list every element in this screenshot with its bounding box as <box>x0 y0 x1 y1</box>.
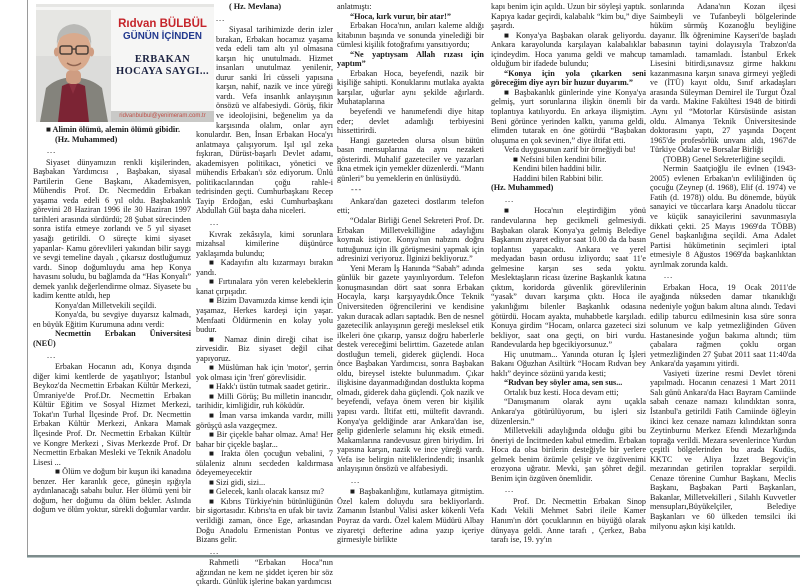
quote-paragraph: “Hoca, kırk vurur, bir atar!” <box>350 11 451 21</box>
epigraph-quote: ■ Alimin ölümü, alemin ölümü gibidir. <box>46 125 181 134</box>
body-paragraph: Milletvekili adaylığında olduğu gibi bu öneriyi de İncitmeden kabul etmedim. Erbakan Hoca da olsa birilerin desteğiyle bir yerlere gelmek benim özümle çelişir ve özgüvenimi erozyona uğratır. Mevki, şan şöhret değil. Benim için özgüven önemlidir. <box>491 426 646 483</box>
separator: ... <box>351 475 361 485</box>
subhead-university: Necmettin Erbakan Üniversitesi (NEÜ) <box>33 329 191 349</box>
body-paragraph: Ortalık buz kesti. Hoca devam etti; <box>504 387 619 397</box>
body-paragraph: Siyasal tarihimizde derin izler bırakan, Erbakan hocamız yaşama veda edeli tam altı yıl olmasına karşın hiç unutulmadı. Hizmet insanları unutulmaz yenilenir, durur sanki İri cüsseli yapısına karşın, nahif, nazik ve ince yüreği vardı. Vefa insanlık anlayışının önsözü ve alfabesiydi. Görüş, fikir ve ideolojisini, beğenelim ya da karşısında olalım, onlar ayrı konulardır. Ben, İnsan Erbakan Hoca'yı anlatmaya çalışıyorum. Işıl ışıl zeka fışkıran, Dürüst-başarlı Devlet adamı, akademisyen politikacı, yönetici ve mühendis Erbakan'ı söz ediyorum. Ünlü politikacılarından çoğu rahle-i tedrisinden geçti. Cumhurbaşkanı Recep Tayip Erdoğan, eski Cumhurbaşkanı Abdullah Gül başta daha niceleri. <box>196 25 333 216</box>
quote-paragraph: ■ Ölüm ve doğum bir kuşun iki kanadına benzer. Her karanlık gece, güneşin ışığıyla aydınlanacağı sabahı bulur. Her ölümü yeni bir doğum, her doğumu da ölüm bekler. Aslında doğum ve ölüm yoktur, sürekli doğumlar vardır. <box>33 467 191 515</box>
separator: ... <box>210 546 220 556</box>
separator: ... <box>216 13 226 23</box>
text-column-1 <box>33 2 191 562</box>
body-paragraph: Erbakan Hoca'nın, anıları kaleme aldığı kitabının başında ve sonunda yinelediği bir cümlesi kişilik fotoğrafımı yansıtıyordu; <box>337 21 484 50</box>
body-paragraph: beyefendi ve hanımefendi diye hitap eder; devlet adamlığı terbiyesini hissettirirdi. <box>337 107 484 136</box>
saying-item: ■ Bizim Davamızda kimse kendi için yaşamaz, Herkes kardeşi için yaşar. Menfaati Öldürmenin en kolay yolu budur. <box>196 296 333 335</box>
body-paragraph: Konya'dan Milletvekili seçildi. <box>55 300 157 310</box>
separator: ... <box>505 485 515 495</box>
text-column-5 <box>650 2 796 562</box>
body-paragraph: Kıvrak zekâsıyla, kimi sorunlara mizahsal kimilerine düşünürce yaklaşımda bulundu; <box>196 229 333 258</box>
separator: ... <box>47 146 57 156</box>
quote-paragraph: “Odalar Birliği Genel Sekreteri Prof. Dr. Erbakan Milletvekilliğine adaylığını koymak istiyor. Konya'nın nabzını doğru tuttuğunuz için ilk görüşmesini yapmak için adresinizi veriyoruz. İlginizi bekliyoruz.” <box>337 216 484 264</box>
author-email: ridvanbulbul@yenimeram.com.tr <box>111 111 214 122</box>
epigraph-attribution: (Hz. Muhammed) <box>491 183 554 193</box>
body-paragraph: ■ Başbakanlığını, kutlamaya gitmiştim. Özel kalem doluydu sıra bekliyorlardı. Zamanın İstanbul Valisi asker kökenli Vefa Poyraz da vardı. Özel kalem Müdürü Albay ziyaretçi defterine adına yazıp içeriye girmesiyle birlikte <box>337 487 484 545</box>
saying-item: ■ Irakta ölen çocuğun vebalini, 7 sülaleniz alnını secdeden kaldırmasa ödeyemeyecektir <box>196 449 333 478</box>
body-paragraph: Konya'da, bu sevgiye duyarsız kalmadı, en büyük Eğitim Kurumuna adını verdi: <box>33 310 191 329</box>
masthead-wrap-spacer <box>196 2 216 129</box>
saying-item: ■ Bir çiçekle bahar olmaz. Ama! Her bahar bir çiçekle başlar... <box>196 430 333 449</box>
body-paragraph: Vasiyeti üzerine resmi Devlet töreni yapılmadı. Hocanın cenazesi 1 Mart 2011 Salı günü Ankara'da Hacı Bayram Camiinde sabah cenaze namazı kılındıktan sonra, İstanbul'a getirildi Fatih Camiinde öğleyin ikinci kez cenaze namazı kılındıktan sonra Zeytinburnu Merkez Efendi Mezarlığında toprağa verildi. Mezara sevenlerince Yurdun çeşitli bölgelerinden bu arada Kudüs, KKTC ve Aliya İzzet Begoviç'in mezarından getirilen topraklar serpildi. Cenaze törenine Cumhur Başkanı, Meclis Başkanı, Başbakan Parti Başkanları, Bakanlar, Milletvekilleri , Silahlı Kuvvetler mensupları,Büyükelçiler, Belediye Başkanları ve 60 ülkeden temsilci iki milyonu aşkın kişi katıldı. <box>650 368 796 531</box>
quote-paragraph: “Rıdvan bey söyler ama, sen sus... <box>504 378 623 388</box>
hadith-line: Haddini bilen Rabbini bilir. <box>513 173 604 183</box>
body-paragraph: ■ Başbakanlık günlerinde yine Konya'ya gelmiş, yurt sorunlarına ilişkin önemli bir toplantıya katılıyordu. En arkaya ilişmiştim. Beni görünce yerinden kalktı, yanıma geldi, elimden tutarak en öne götürdü “Başbakan oluşuma en çok sevinen,” diye iltifat etti. <box>491 87 646 145</box>
body-paragraph: Erbakan Hoca, 19 Ocak 2011'de ayağında nükseden damar tıkanıklığı nedeniyle yoğun bakım altına alındı. Tedavi edilip taburcu edilmesinin kısa süre sonra solunum ve kalp yetmezliğinden Güven Hastanesinde yoğun bakıma altındı; tüm çabalara rağmen çoklu organ yetmezliğinden 27 Şubat 2011 saat 11:40'da Ankara'da yaşamını yitirdi. <box>650 282 796 369</box>
body-paragraph: Erbakan Hocanın adı, Konya dışında diğer kimi kentlerde de yaşatılıyor; İstanbul Beykoz'da Necmettin Erbakan Kültür Merkezi, Ümraniye'de Prof.Dr. Necmettin Erbakan Kültür Eğitim ve Sosyal Hizmet Merkezi, Tokat'ın Turhal İlçesinde Prof. Dr. Necmettin Erbakan Kültür Merkezi, Ankara Mamak İlçesinde Prof. Dr. Necmettin Erbakan Kültür ve Kongre Merkezi , Sivas Merkezde Prof. Dr Necmettin Erbakan Mesleki ve Teknik Anadolu Lisesi ... <box>33 362 191 467</box>
hadith-line: Kendini bilen haddini bilir. <box>513 164 602 174</box>
text-column-3 <box>337 2 484 562</box>
body-paragraph: Hiç unutmam... Yanında oturan İç İşleri Bakanı Oğuzhan Asiltürk “Hocam Rıdvan bey haklı” deyince sözünü yarıda kesti; <box>491 349 646 378</box>
saying-item: ■ Müslüman hak için 'motor', şerrin yok olması için 'fren' görevlisidir. <box>196 363 333 382</box>
body-paragraph: Prof. Dr. Necmettin Erbakan Sinop Kadı Vekili Mehmet Sabri ileile Kamer Hanım'ın dört çocuklarının en büyüğü olarak dünyaya geldi. Anne tarafı , Çerkez, Baba tarafı ise, 19. yy'ın <box>491 496 646 545</box>
quote-paragraph: “Konya için yola çıkarken seni göreceğim diye ayrı bir huzur duyarım.” <box>491 68 646 88</box>
epigraph-attribution: (Hz. Muhammed) <box>55 134 118 144</box>
article-title-line1: ERBAKAN <box>134 54 191 65</box>
body-paragraph: Ankara'dan gazeteci dostlarım telefon etti; <box>337 196 484 216</box>
separator: ... <box>210 218 220 228</box>
body-paragraph: ■ Hoca'nın eleştirdiğim yönü randevularına hep gecikmeli gelmesiydi. Başbakan olarak Konya'ya gelmiş Belediye Başkanını ziyaret ediyor saat 10.00 da da basın toplantısı yapacaktı. Ankara ve yerel medyadan basın ordusu izliyordu; saat 11'e gelmesine karşın ses seda yoktu. Meslektaşların ricası üzerine Başkanlık katına çıktım, koridorda güvenlik görevlilerinin “yasak” duvarı karşıma çıktı. Hoca ile yakınlığımı bilenler Başkanlık odasına götürdü. Hocam ayakta, muhabbetle karşıladı. Konuya girdim “Hocam, onlarca gazeteci sizi bekliyor, saat ona geçti, on biri vurdu. Randevularda hep bgecikiyorsunuz.” <box>491 206 646 350</box>
saying-item: ■ Fırtınalara yön veren kelebeklerin kanat çırpışıdır. <box>196 277 333 296</box>
body-paragraph: kapı benim için açıldı. Uzun bir söyleşi yaptık. Kapıya kadar geçirdi, kalabalık “kim bu,” diye şaşırdı. <box>491 2 646 31</box>
saying-item: ■ Gelecek, kanlı olacak kansız mı? <box>209 487 324 497</box>
separator: --- <box>351 185 363 195</box>
separator: ... <box>47 350 57 360</box>
page-left-rule <box>27 0 28 557</box>
body-paragraph: (TOBB) Genel Sekreterliğine seçildi. <box>663 154 786 164</box>
article-title-line2: HOCAYA SAYGI... <box>116 66 209 77</box>
saying-item: ■ Hakk'ı üstün tutmak saadet getirir.. <box>209 382 331 392</box>
hadith-line: ■ Nefsini bilen kendini bilir. <box>513 154 607 164</box>
separator: ... <box>505 194 515 204</box>
saying-item: ■ Namaz dinin direği cihat ise zirvesidir. Biz siyaset değil cihat yapıyoruz. <box>196 334 333 363</box>
body-paragraph: Vefa duygusunun zarif bir örneğiydi bu! <box>504 145 636 155</box>
saying-item: ■ Sizi gidi, sizi... <box>209 477 266 487</box>
quote-paragraph: “Danışmanım olarak aynı uçakla Ankara'ya götürülüyorum, bu işleri siz düzenlersin.” <box>491 397 646 426</box>
body-paragraph: anlatmıştı: <box>337 2 372 11</box>
body-paragraph: sonlarında Adana'nın Kozan ilçesi Saimbeyli ve Tufanbeyli bölgelerinde hüküm sürmüş Kozanoğlu beyliğine dayanır. İlk öğrenimine Kayseri'de başladı babasının tayini dolayısıyla Trabzon'da tamamladı. tamamladı. İstanbul Erkek Lisesini bitirdi,sınavsız girme hakkını kazanmasına karşın sınava girmeyi yeğledi ve (İTÜ) kayıt oldu, Sınıf arkadaşları arasında Süleyman Demirel ile Turgut Özal da vardı. Makine Fakültesi 1948 de bitirdi .Aynı yıl “Motorlar Kürsüsünde asistan oldu. Almanya Teknik Üniversitesinde doktorasını yaptı, 27 yaşında Doçent 1965'de profesörlük unvanı aldı, 1967'de Türkiye Odalar ve Borsalar Birliği <box>650 2 796 155</box>
separator: ... <box>664 271 674 281</box>
body-paragraph: Yeni Meram İş Hanında “Sabah” adında günlük bir gazete yayınlıyordum. Telefon konuşmasından dört saat sonra Erbakan Hocayla, karşı karşıyaydık.Önce Teknik Üniversiteden öğrencilerini ve kendisine yakın duracak adları saptadık. Ben de nesnel gazetecilik anlayışının gereği mesleksel etik ilkeleri öne çıkarıp, yansız doğru haberlerle destek vereceğimi belirttim. Gazetede atılan dostluğun temeli, giderek güçlendi. Hoca önce Başbakan Yardımcısı, sonra Başbakan oldu, bireysel istekte bulunmadım. Çıkar ilişkisine dayanmadığından dostlukta kopma olmadı, giderek daha güçlendi. Çok nazik ve beyefendi, vefaya önem veren bir kişilik yapısı vardı. İltifat etti, mültefit davrandı. Konya'ya geldiğinde arar Ankara'dan ise, gelip gidenlerle selamını hiç eksik etmedi. Makamlarına randevusuz giren biriydim. İri yapısına karşın, nazik ve ince yüreği vardı. Vefa ise belirgin niteliklerindendi; insanlık anlayışının önsözü ve alfabesiydi. <box>337 263 484 474</box>
body-paragraph: Erbakan Hoca, beyefendi, nazik bir kişiliğe sahipti. Konuklarını mutlaka ayakta karşılar, uğurlar aynı şekilde ağırlardı. Muhataplarına <box>337 68 484 107</box>
quote-paragraph: “Ne yaptıysam Allah rızası için yaptım” <box>337 49 484 69</box>
text-column-4 <box>491 2 646 562</box>
saying-item: ■ İman varsa imkanda vardır, milli görüşçü asla vazgeçmez. <box>196 410 333 430</box>
body-paragraph: ■ Konya'ya Başbakan olarak geliyordu. Ankara karayolunda karşılayan kalabalıklar içindeydim. Hoca yanıma geldi ve mahcup olduğum bir ifadede bulundu; <box>491 30 646 69</box>
text-column-2 <box>196 2 333 587</box>
body-paragraph: Hangi gazeteden olursa olsun bütün basın mensuplarına da aynı nezaketi gösterirdi. Muhalif gazeteciler ve yazarları ikna etmek için yemekler düzenlerdi. “Mantı günleri” bu yemeklerin en ünlüsüydü. <box>337 135 484 183</box>
saying-item: ■ Kadayıfın altı kızarmayı bırakın yandı. <box>196 258 333 277</box>
author-name: Rıdvan BÜLBÜL <box>118 18 207 30</box>
body-paragraph: Nermin Saatçioğlu ile evlnen (1943-2005) evlenen Erbakan'ın evliliğinden üç çocuğu (Zeynep (d. 1968), Elif (d. 1974) ve Fatih (d. 1978)) oldu. Bu dönemde, büyük sanayici ve tüccarlara karşı Anadolu tüccar ve küçük sanayicilerini savunmasıyla dikkati çekti. 25 Mayıs 1969'da TÖBB) Genel başkanlığına seçildi. Ama Adalet Partisi hükümetinin seçimleri iptal etmesiyle 8 Ağustos 1969'da başkanlıktan ayrılmak zorunda kaldı. <box>650 164 796 269</box>
saying-item: ■ Kıbrıs Türkiye'nin bütünlüğünün bir sigortasıdır. Kıbrıs'ta en ufak bir taviz verildiği zaman, önce Ege, arkasından Doğu Anadolu Ermenistan Pontus ve Bizans gelir. <box>196 496 333 545</box>
saying-item: ■ Milli Görüş; Bu milletin inancıdır, tarihidir, kimliğidir, ruh köküdür. <box>196 391 333 411</box>
epigraph-attribution: ( Hz. Mevlana) <box>229 2 282 11</box>
column-title: GÜNÜN İÇİNDEN <box>123 31 202 42</box>
body-paragraph: Rahmetli “Erbakan Hoca”nın ağzından ne kem ne şiddet içeren bir söz çıkardı. Günlük işlerine bakan yardımcısı <box>196 558 333 587</box>
body-paragraph: Siyaset dünyamızın renkli kişilerinden, Başbakan Yardımcısı , Başbakan, siyasal Partilerin Gene Başkanı, Akademisyen, Mühendis Prof. Dr. Necmeddin Erbakan yaşama veda edeli 6 yıl oldu. Başbakanlık görevini 28 Haziran 1996 ile 30 Haziran 1997 tarihleri arasında sürdürdü; 28 Şubat sürecinden sonra istifa etmeye zorlandı ve 5 yıl siyaset yasağı getirildi. O süreçte kimi siyaset yapanlar- Kamu görevlileri yakından bilir saygı ve sevgi temeline dayalı , çıkarsız dostluğumuz vardı. Sinop doğumluydu ama hep Konya havasını soludu, bu bağlamda da “Has Konyalı” demek yanlık değerlendirme olmaz. Siyasete bu kadim kentte atıldı, hep <box>33 157 191 301</box>
